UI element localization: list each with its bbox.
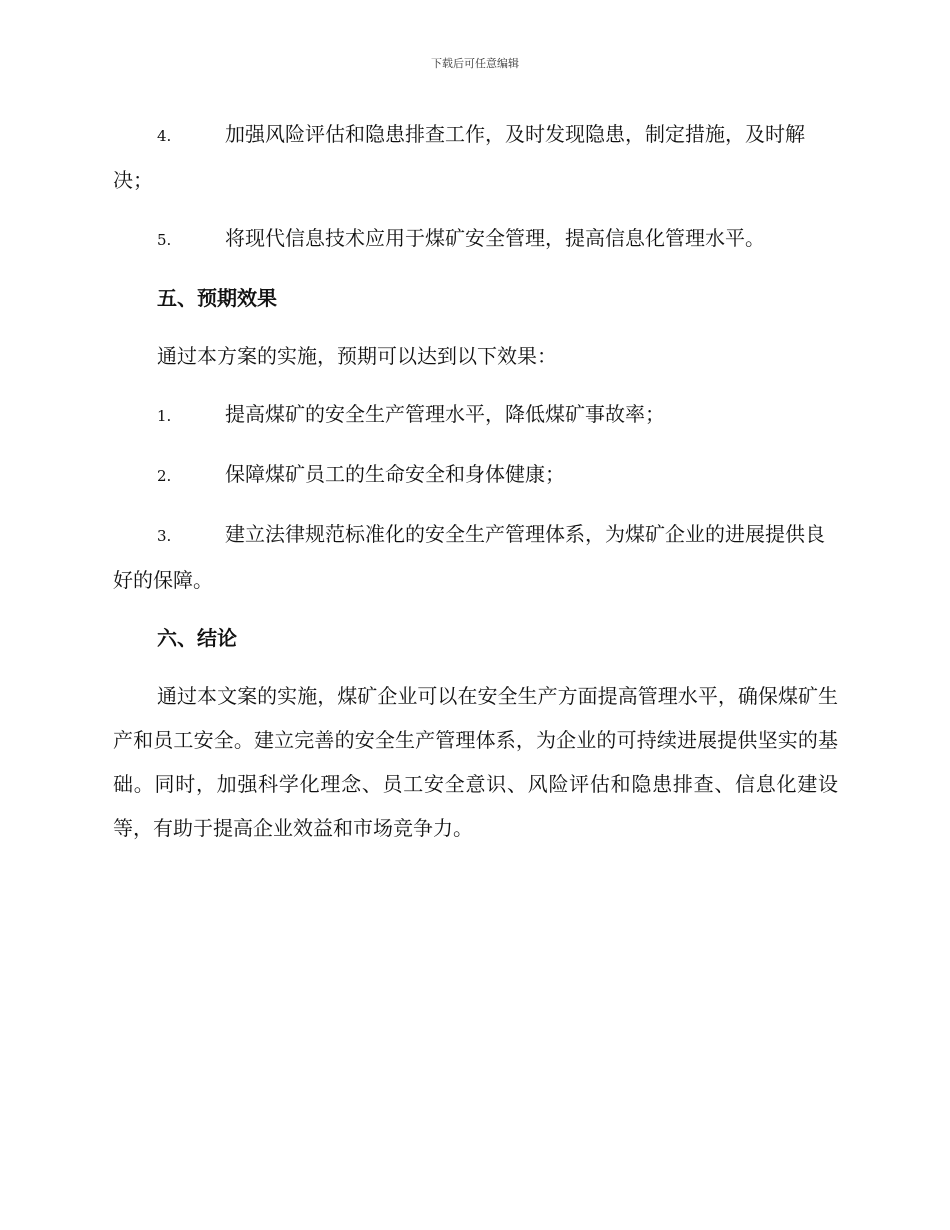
section-heading-conclusion: 六、结论	[157, 626, 237, 650]
list-number: 2.	[157, 467, 172, 485]
list-number: 5.	[157, 231, 172, 249]
header-note: 下载后可任意编辑	[431, 57, 519, 70]
list-item	[113, 392, 838, 438]
list-number: 4.	[157, 127, 172, 145]
section-intro: 通过本方案的实施，预期可以达到以下效果：	[157, 344, 557, 368]
list-text: 将现代信息技术应用于煤矿安全管理，提高信息化管理水平。	[225, 226, 765, 250]
list-text: 提高煤矿的安全生产管理水平，降低煤矿事故率；	[225, 402, 665, 426]
list-text: 保障煤矿员工的生命安全和身体健康；	[225, 462, 565, 486]
conclusion-paragraph: 通过本文案的实施，煤矿企业可以在安全生产方面提高管理水平，确保煤矿生产和员工安全。建立完善的安全生产管理体系，为企业的可持续进展提供坚实的基础。同时，加强科学化理念、员工安全意识、风险评估和隐患排查、信息化建设等，有助于提高企业效益和市场竞争力。	[113, 684, 838, 840]
list-number: 1.	[157, 407, 172, 425]
section-heading-expected-effects: 五、预期效果	[157, 286, 277, 310]
list-text: 建立法律规范标准化的安全生产管理体系，为煤矿企业的进展提供良好的保障。	[113, 522, 825, 592]
document-body	[113, 112, 838, 864]
list-item	[113, 112, 838, 202]
list-item	[113, 452, 838, 498]
list-text: 加强风险评估和隐患排查工作，及时发现隐患，制定措施，及时解决；	[113, 122, 805, 192]
list-number: 3.	[157, 527, 172, 545]
list-item	[113, 512, 838, 602]
list-item	[113, 216, 838, 262]
